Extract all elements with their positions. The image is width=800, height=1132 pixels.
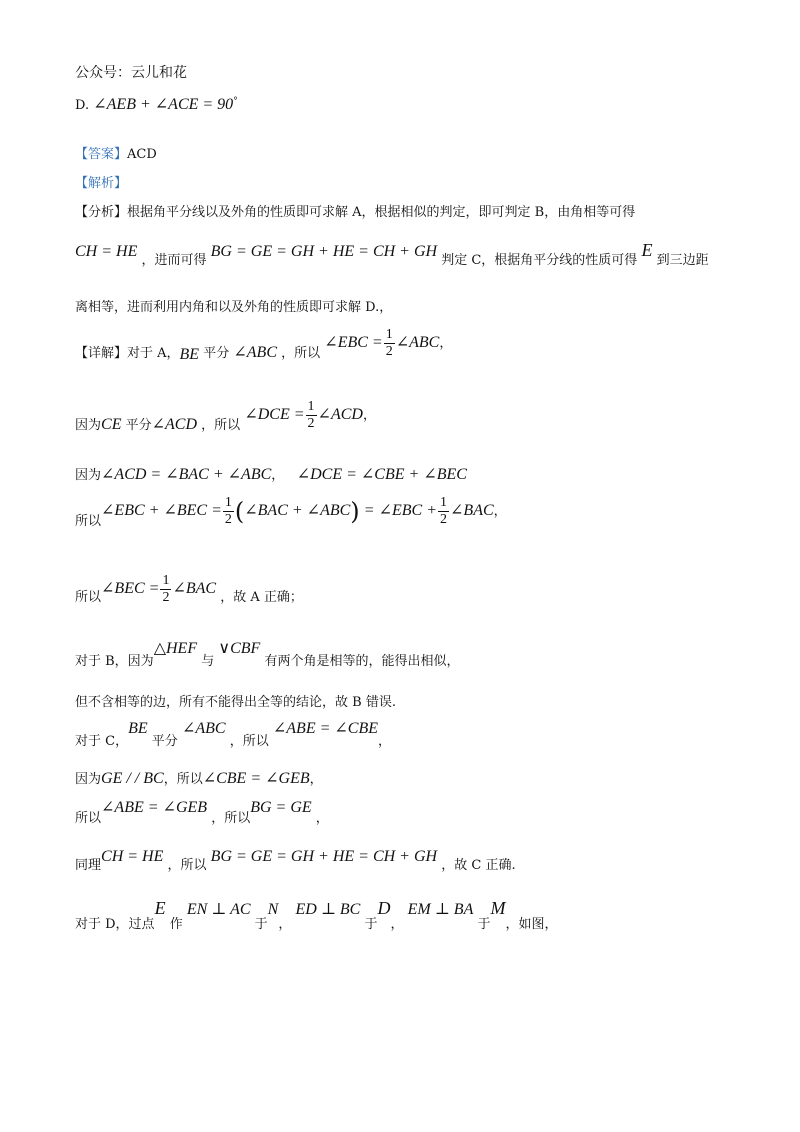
detail-d1 xyxy=(75,898,558,932)
text: 因为 xyxy=(75,772,102,787)
text: 对于 C， xyxy=(75,734,129,749)
text: ， xyxy=(493,504,507,519)
frac-den: 2 xyxy=(224,512,232,527)
text: ， xyxy=(309,772,323,787)
text: ，故 C 正确. xyxy=(441,858,516,873)
text: 平分 xyxy=(151,734,178,749)
math: ∠ABC xyxy=(395,334,440,351)
math: E xyxy=(154,898,166,918)
detail-a5 xyxy=(75,574,303,605)
math: ∠EBC = xyxy=(324,334,383,351)
math: ∠ABC xyxy=(181,720,226,737)
text: 于 xyxy=(477,917,491,932)
math: ∠CBE = ∠GEB xyxy=(202,770,310,787)
frac-den: 2 xyxy=(440,512,448,527)
option-d xyxy=(75,94,238,114)
math: ∠ABC xyxy=(233,344,277,361)
math: ∠ABE = ∠CBE xyxy=(272,720,379,737)
text: 平分 xyxy=(125,418,152,433)
fraction-half xyxy=(160,574,171,605)
math: ∠ACD = ∠BAC + ∠ABC xyxy=(101,466,272,483)
math: CE xyxy=(101,416,122,433)
math: EN ⊥ AC xyxy=(186,901,251,918)
math-ch-he: CH = HE xyxy=(75,243,138,260)
math: ∠ACD xyxy=(151,416,198,433)
detail-b1 xyxy=(75,638,460,669)
math: ∠DCE = ∠CBE + ∠BEC xyxy=(296,466,467,483)
account-header: 公众号：云儿和花 xyxy=(75,65,187,81)
analysis-tag: 【解析】 xyxy=(75,176,128,191)
text: 对于 D，过点 xyxy=(75,917,155,932)
fenxi-line-3: 离相等，进而利用内角和以及外角的性质即可求解 D.， xyxy=(75,300,393,315)
text: 同理 xyxy=(75,858,102,873)
text: ，所以 xyxy=(211,811,251,826)
math: N xyxy=(267,901,279,918)
text: 因为 xyxy=(75,468,102,483)
math: EM ⊥ BA xyxy=(407,901,474,918)
text: ，所以 xyxy=(163,772,203,787)
text: 于 xyxy=(254,917,268,932)
frac-num: 1 xyxy=(440,495,448,510)
math: CH = HE xyxy=(101,848,164,865)
math: ∠BAC xyxy=(172,580,217,597)
text: ， xyxy=(378,734,392,749)
math: ∠EBC + ∠BEC = xyxy=(101,502,222,519)
degree-sign: ° xyxy=(233,96,238,107)
frac-num: 1 xyxy=(224,495,232,510)
text: ， xyxy=(278,917,292,932)
text: 有两个角是相等的，能得出相似， xyxy=(264,654,460,669)
fenxi-line-2 xyxy=(75,240,709,268)
math: M xyxy=(490,898,506,918)
text: 【详解】对于 A， xyxy=(75,346,180,361)
detail-c1 xyxy=(75,718,392,749)
text: ，进而可得 xyxy=(141,253,207,268)
text: 到三边距 xyxy=(656,253,709,268)
frac-num: 1 xyxy=(385,327,393,342)
math: ∠BAC + ∠ABC xyxy=(244,502,351,519)
frac-den: 2 xyxy=(385,344,393,359)
right-paren: ) xyxy=(350,497,360,526)
math: BG = GE = GH + HE = CH + GH xyxy=(210,848,438,865)
text: 所以 xyxy=(75,514,102,529)
detail-c3 xyxy=(75,797,329,826)
text: 所以 xyxy=(75,590,102,605)
text: ， xyxy=(362,408,376,423)
answer-value: ACD xyxy=(127,147,157,162)
fraction-half xyxy=(438,496,449,527)
detail-b2: 但不含相等的边，所有不能得出全等的结论，故 B 错误. xyxy=(75,695,396,710)
text: 于 xyxy=(364,917,378,932)
text: ， xyxy=(315,811,329,826)
text: ，所以 xyxy=(167,858,207,873)
text: 判定 C，根据角平分线的性质可得 xyxy=(441,253,638,268)
math: = ∠EBC + xyxy=(363,502,438,519)
math-e: E xyxy=(641,240,653,260)
text: 对于 B，因为 xyxy=(75,654,154,669)
answer-line xyxy=(75,143,157,162)
math: △HEF xyxy=(153,640,198,657)
frac-den: 2 xyxy=(307,416,315,431)
math: BG = GE xyxy=(250,799,312,816)
text: 平分 xyxy=(203,346,230,361)
frac-num: 1 xyxy=(162,573,170,588)
math: ED ⊥ BC xyxy=(295,901,361,918)
detail-c2 xyxy=(75,768,323,788)
option-d-math: ∠AEB + ∠ACE = 90 xyxy=(93,96,234,113)
fraction-half xyxy=(384,328,395,359)
frac-num: 1 xyxy=(307,399,315,414)
detail-a2 xyxy=(75,400,376,431)
detail-c4 xyxy=(75,846,516,873)
fraction-half xyxy=(223,496,234,527)
text: ，所以 xyxy=(201,418,241,433)
fraction-half xyxy=(306,400,317,431)
math: BE xyxy=(179,346,200,363)
math: ∠BEC = xyxy=(101,580,160,597)
detail-a3 xyxy=(75,464,467,484)
text: ，所以 xyxy=(229,734,269,749)
frac-den: 2 xyxy=(162,590,170,605)
math: ∠BAC xyxy=(450,502,494,519)
text: ，如图， xyxy=(505,917,558,932)
answer-tag: 【答案】 xyxy=(75,147,128,162)
math: ∨CBF xyxy=(218,640,261,657)
left-paren: ( xyxy=(234,497,245,526)
text: 与 xyxy=(201,654,215,669)
text: 所以 xyxy=(75,811,102,826)
text: ，所以 xyxy=(281,346,321,361)
text: 因为 xyxy=(75,418,102,433)
math: ∠ABE = ∠GEB xyxy=(101,799,208,816)
detail-a1 xyxy=(75,327,453,363)
detail-a4 xyxy=(75,496,507,527)
text: 作 xyxy=(169,917,183,932)
fenxi-line-1: 【分析】根据角平分线以及外角的性质即可求解 A，根据相似的判定，即可判定 B，由角相等可得 xyxy=(75,205,636,220)
text: ， xyxy=(439,336,453,351)
math: D xyxy=(377,898,391,918)
math: GE / / BC xyxy=(101,770,164,787)
option-d-label: D. xyxy=(75,98,90,113)
text: ， xyxy=(271,468,285,483)
math: ∠DCE = xyxy=(244,406,305,423)
text: ，故 A 正确； xyxy=(220,590,303,605)
math: ∠ACD xyxy=(317,406,363,423)
math-bg-chain: BG = GE = GH + HE = CH + GH xyxy=(210,243,438,260)
text: ， xyxy=(390,917,404,932)
math: BE xyxy=(128,720,148,737)
